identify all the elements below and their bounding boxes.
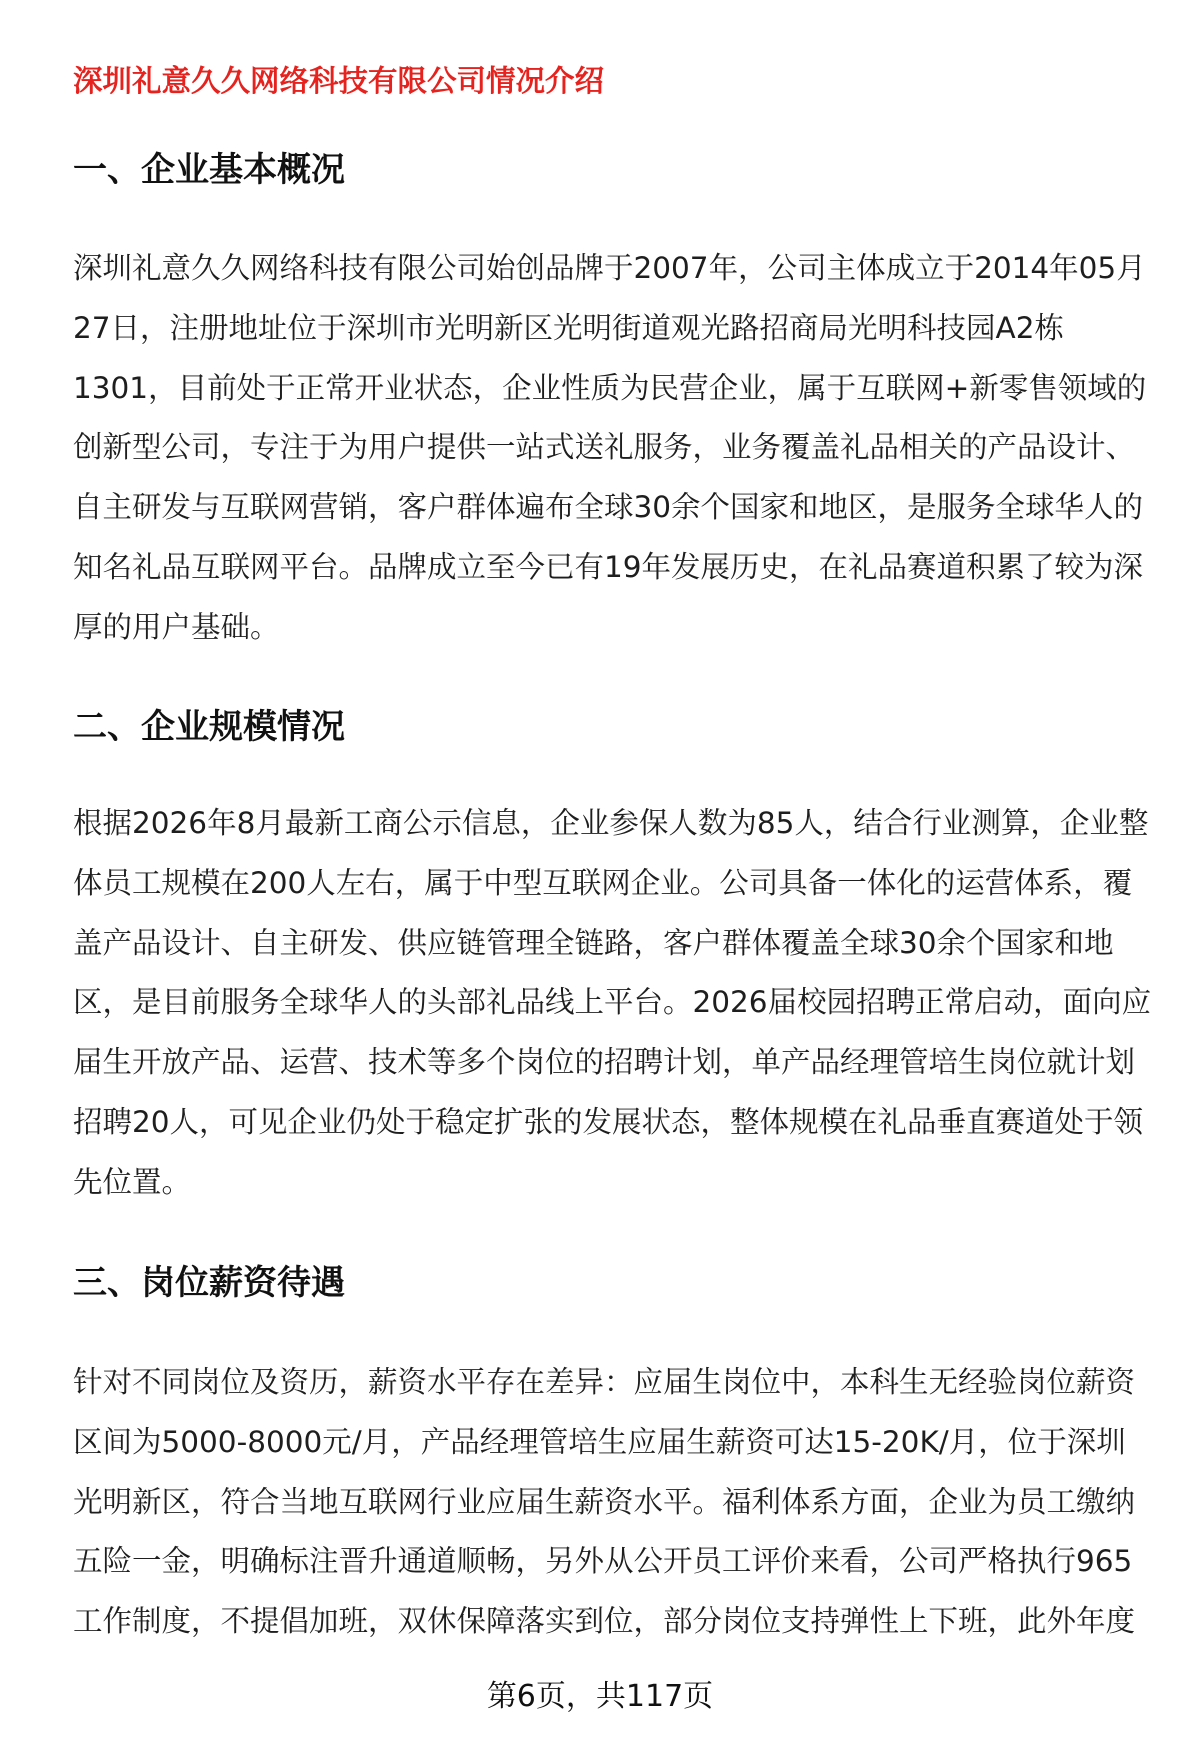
paragraph-line: 体员工规模在200人左右，属于中型互联网企业。公司具备一体化的运营体系，覆 — [73, 865, 1133, 900]
section-paragraph-salary-benefits — [73, 1353, 1163, 1652]
document-title: 深圳礼意久久网络科技有限公司情况介绍 — [73, 64, 605, 98]
paragraph-line: 区，是目前服务全球华人的头部礼品线上平台。2026届校园招聘正常启动，面向应 — [73, 985, 1152, 1020]
paragraph-line: 创新型公司，专注于为用户提供一站式送礼服务，业务覆盖礼品相关的产品设计、 — [73, 430, 1136, 465]
paragraph-line: 知名礼品互联网平台。品牌成立至今已有19年发展历史，在礼品赛道积累了较为深 — [73, 549, 1144, 584]
paragraph-line: 自主研发与互联网营销，客户群体遍布全球30余个国家和地区，是服务全球华人的 — [73, 490, 1144, 525]
page-number-footer: 第6页，共117页 — [486, 1679, 714, 1714]
section-heading-salary-benefits: 三、岗位薪资待遇 — [73, 1263, 345, 1303]
paragraph-line: 27日，注册地址位于深圳市光明新区光明街道观光路招商局光明科技园A2栋 — [73, 310, 1064, 345]
paragraph-line: 届生开放产品、运营、技术等多个岗位的招聘计划，单产品经理管培生岗位就计划 — [73, 1045, 1136, 1080]
paragraph-line: 针对不同岗位及资历，薪资水平存在差异：应届生岗位中，本科生无经验岗位薪资 — [73, 1365, 1136, 1399]
paragraph-line: 深圳礼意久久网络科技有限公司始创品牌于2007年，公司主体成立于2014年05月 — [73, 251, 1146, 285]
paragraph-line: 厚的用户基础。 — [73, 609, 280, 644]
section-paragraph-company-scale — [73, 794, 1163, 1213]
paragraph-line: 光明新区，符合当地互联网行业应届生薪资水平。福利体系方面，企业为员工缴纳 — [73, 1484, 1136, 1519]
section-heading-basic-overview: 一、企业基本概况 — [73, 150, 345, 190]
paragraph-line: 区间为5000-8000元/月，产品经理管培生应届生薪资可达15-20K/月，位于深圳 — [73, 1424, 1126, 1459]
paragraph-line: 先位置。 — [73, 1164, 192, 1199]
paragraph-line: 1301，目前处于正常开业状态，企业性质为民营企业，属于互联网+新零售领域的 — [73, 370, 1147, 405]
paragraph-line: 盖产品设计、自主研发、供应链管理全链路，客户群体覆盖全球30余个国家和地 — [73, 925, 1114, 960]
paragraph-line: 工作制度，不提倡加班，双休保障落实到位，部分岗位支持弹性上下班，此外年度 — [73, 1604, 1136, 1639]
paragraph-line: 根据2026年8月最新工商公示信息，企业参保人数为85人，结合行业测算，企业整 — [73, 806, 1149, 840]
section-heading-company-scale: 二、企业规模情况 — [73, 707, 345, 747]
paragraph-line: 招聘20人，可见企业仍处于稳定扩张的发展状态，整体规模在礼品垂直赛道处于领 — [73, 1104, 1144, 1139]
paragraph-line: 五险一金，明确标注晋升通道顺畅，另外从公开员工评价来看，公司严格执行965 — [73, 1544, 1133, 1579]
section-paragraph-basic-overview — [73, 239, 1163, 658]
